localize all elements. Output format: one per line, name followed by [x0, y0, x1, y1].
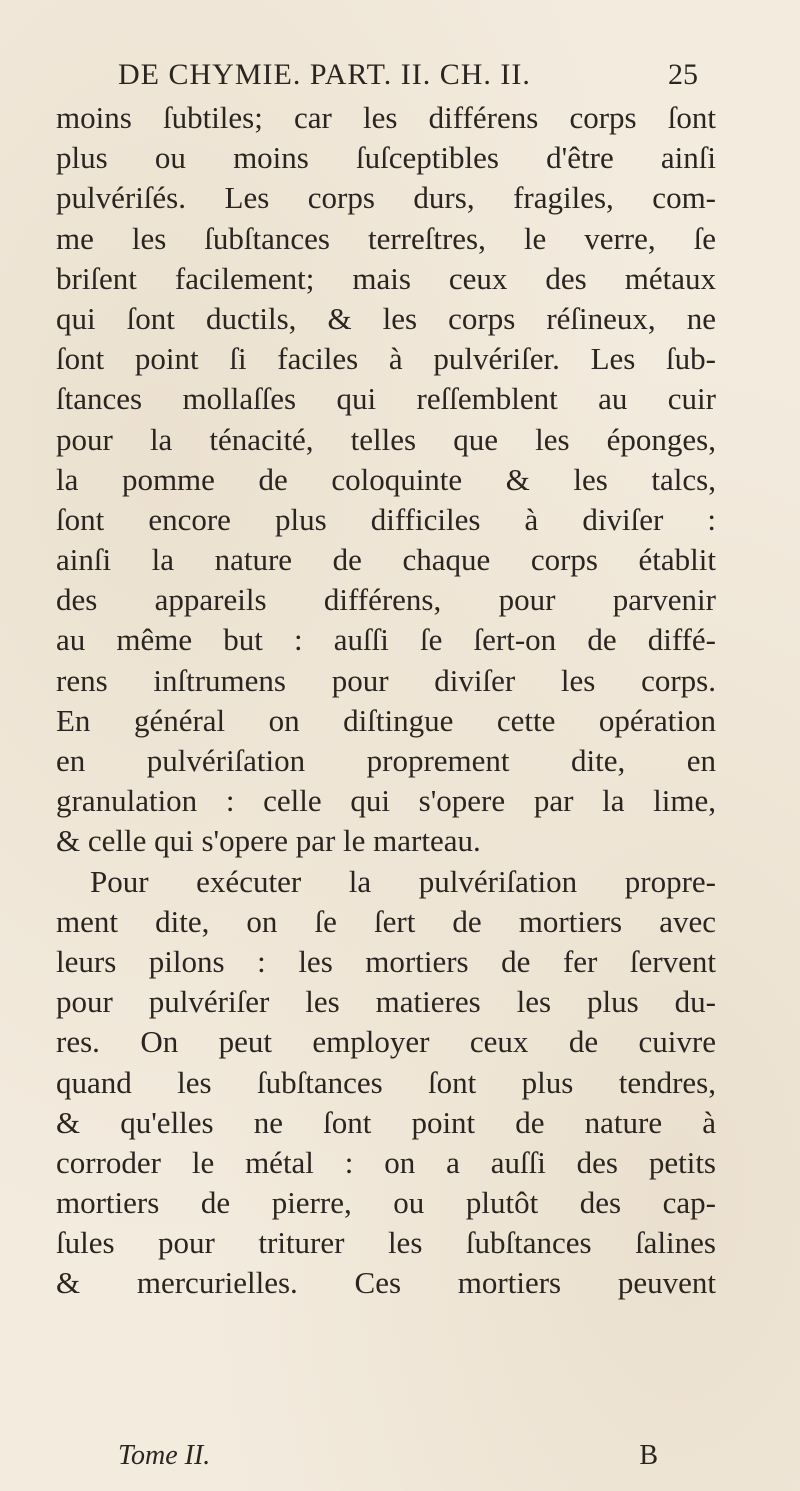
text-line: mortiers de pierre, ou plutôt des cap- — [56, 1185, 716, 1221]
running-title: DE CHYMIE. PART. II. CH. II. — [118, 58, 531, 91]
text-line: en pulvériſation proprement dite, en — [56, 743, 716, 778]
text-line: des appareils différens, pour parvenir — [56, 582, 716, 618]
page-number: 25 — [668, 58, 698, 91]
text-line: ainſi la nature de chaque corps établit — [56, 542, 716, 578]
text-line: moins ſubtiles; car les différens corps ſont — [56, 100, 716, 135]
text-line: & celle qui s'opere par le marteau. — [56, 823, 481, 859]
text-line: granulation : celle qui s'opere par la lime, — [56, 783, 716, 819]
text-line: ſont point ſi faciles à pulvériſer. Les ſub- — [56, 341, 716, 377]
text-line: me les ſubſtances terreſtres, le verre, ſe — [56, 220, 716, 256]
text-line: leurs pilons : les mortiers de fer ſervent — [56, 943, 716, 979]
text-line: & mercurielles. Ces mortiers peuvent — [56, 1265, 716, 1301]
text-line: au même but : auſſi ſe ſert-on de diffé- — [56, 622, 716, 658]
page-header — [118, 58, 698, 98]
text-line: briſent facilement; mais ceux des métaux — [56, 260, 716, 296]
text-line: ment dite, on ſe ſert de mortiers avec — [56, 903, 716, 939]
text-line: ſules pour triturer les ſubſtances ſalines — [56, 1225, 716, 1261]
text-line: plus ou moins ſuſceptibles d'être ainſi — [56, 140, 716, 176]
text-line: corroder le métal : on a auſſi des petits — [56, 1144, 716, 1180]
body-text — [56, 98, 716, 1304]
text-line: & qu'elles ne ſont point de nature à — [56, 1104, 716, 1140]
volume-label: Tome II. — [118, 1440, 211, 1471]
text-line: En général on diſtingue cette opération — [56, 702, 716, 738]
text-line: Pour exécuter la pulvériſation propre- — [90, 863, 716, 899]
text-line: rens inſtrumens pour diviſer les corps. — [56, 662, 716, 698]
text-line: pour la ténacité, telles que les éponges, — [56, 421, 716, 457]
text-line: la pomme de coloquinte & les talcs, — [56, 461, 716, 497]
text-line: pour pulvériſer les matieres les plus du- — [56, 984, 716, 1020]
signature-mark: B — [639, 1440, 658, 1471]
page-footer — [118, 1440, 658, 1480]
text-line: quand les ſubſtances ſont plus tendres, — [56, 1064, 716, 1100]
text-line: ſtances mollaſſes qui reſſemblent au cuir — [56, 381, 716, 417]
text-line: qui ſont ductils, & les corps réſineux, ne — [56, 300, 716, 336]
text-line: ſont encore plus difficiles à diviſer : — [56, 501, 716, 537]
text-line: res. On peut employer ceux de cuivre — [56, 1024, 716, 1060]
text-line: pulvériſés. Les corps durs, fragiles, com- — [56, 180, 716, 216]
